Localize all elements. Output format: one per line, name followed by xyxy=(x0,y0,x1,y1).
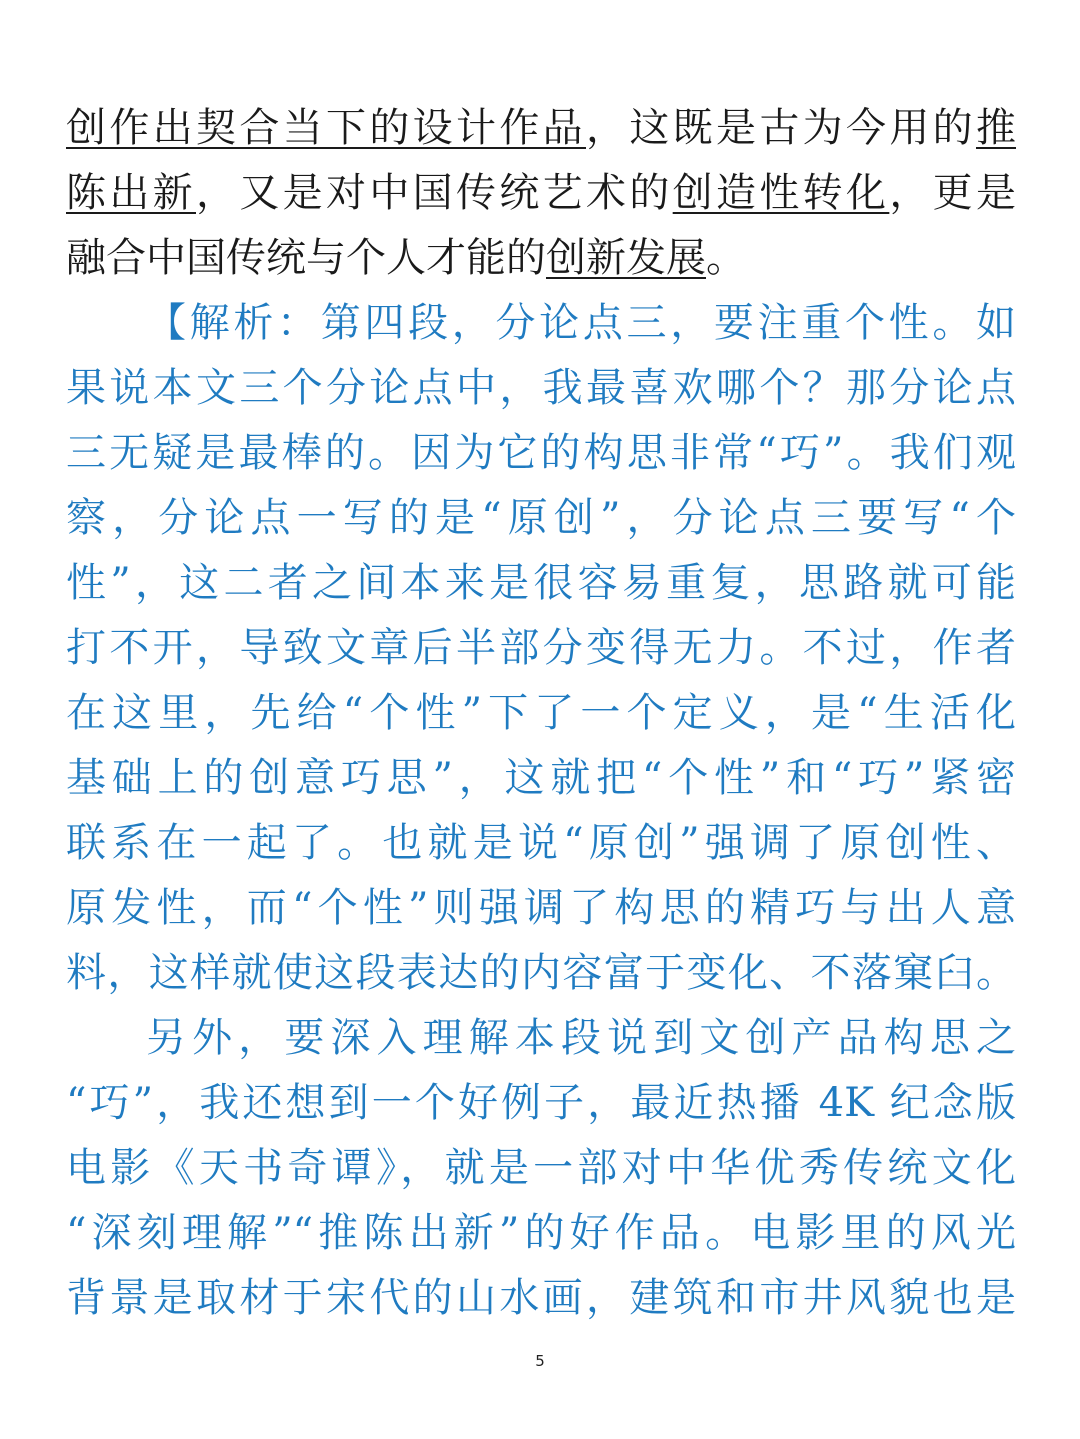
analysis-line: 料，这样就使这段表达的内容富于变化、不落窠臼。 xyxy=(66,950,1016,996)
analysis-line: 在这里，先给“个性”下了一个定义，是“生活化 xyxy=(66,690,1016,736)
extra-line: “巧”，我还想到一个好例子，最近热播 4K 纪念版 xyxy=(66,1080,1016,1126)
body-text: 。 xyxy=(706,235,746,281)
page-content xyxy=(66,96,1016,1331)
analysis-line: 【解析：第四段，分论点三，要注重个性。如 xyxy=(146,300,1016,346)
underlined-phrase: 创作出契合当下的设计作品 xyxy=(66,105,586,151)
body-text: ，更是 xyxy=(889,170,1017,216)
underlined-phrase: 推 xyxy=(976,105,1016,151)
analysis-line: 果说本文三个分论点中，我最喜欢哪个？那分论点 xyxy=(66,365,1016,411)
analysis-line: 三无疑是最棒的。因为它的构思非常“巧”。我们观 xyxy=(66,430,1016,476)
body-line-3 xyxy=(66,226,1016,291)
body-text: ，又是对中国传统艺术的 xyxy=(196,170,673,216)
extra-line: 背景是取材于宋代的山水画，建筑和市井风貌也是 xyxy=(66,1275,1016,1321)
body-text: 融合中国传统与个人才能的 xyxy=(66,235,546,281)
body-line-1 xyxy=(66,96,1016,161)
body-text: ，这既是古为今用的 xyxy=(586,105,976,151)
underlined-phrase: 创造性转化 xyxy=(672,170,890,216)
body-line-2 xyxy=(66,161,1016,226)
analysis-line: 打不开，导致文章后半部分变得无力。不过，作者 xyxy=(66,625,1016,671)
analysis-line: 性”，这二者之间本来是很容易重复，思路就可能 xyxy=(66,560,1016,606)
analysis-line: 联系在一起了。也就是说“原创”强调了原创性、 xyxy=(66,820,1016,866)
extra-line: “深刻理解”“推陈出新”的好作品。电影里的风光 xyxy=(66,1210,1016,1256)
extra-line: 电影《天书奇谭》，就是一部对中华优秀传统文化 xyxy=(66,1145,1016,1191)
extra-line: 另外，要深入理解本段说到文创产品构思之 xyxy=(146,1015,1016,1061)
analysis-line: 基础上的创意巧思”，这就把“个性”和“巧”紧密 xyxy=(66,755,1016,801)
analysis-line: 察，分论点一写的是“原创”，分论点三要写“个 xyxy=(66,495,1016,541)
analysis-line: 原发性，而“个性”则强调了构思的精巧与出人意 xyxy=(66,885,1016,931)
page-number: 5 xyxy=(535,1352,545,1370)
underlined-phrase: 陈出新 xyxy=(66,170,196,216)
underlined-phrase: 创新发展 xyxy=(546,235,706,281)
